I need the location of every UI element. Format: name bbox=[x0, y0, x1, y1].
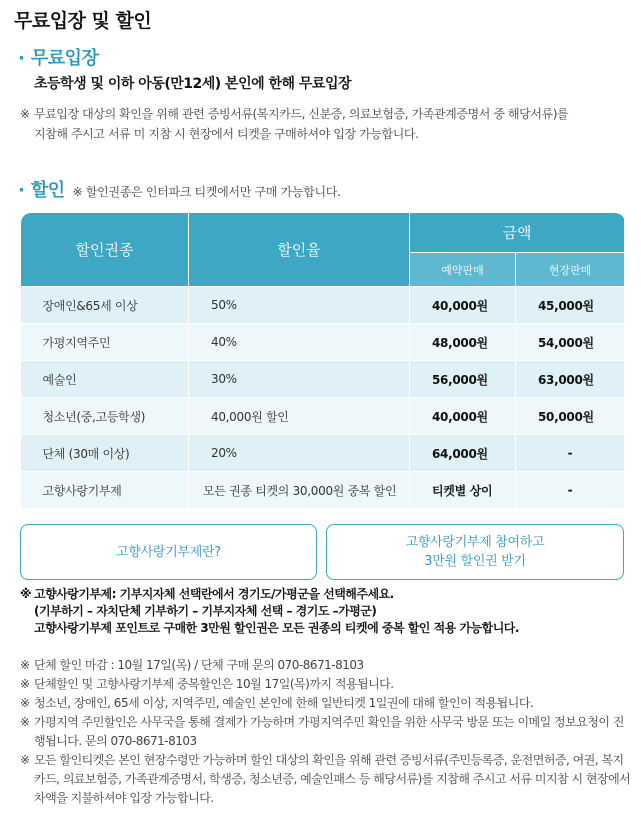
cell-rate: 40% bbox=[189, 324, 410, 361]
table-row bbox=[21, 361, 625, 398]
cell-rate: 30% bbox=[189, 361, 410, 398]
bold-note-line2: (기부하기 – 자치단체 기부하기 – 기부지자체 선택 – 경기도 –가평군) bbox=[34, 604, 377, 618]
hometown-donation-join-button[interactable] bbox=[326, 524, 624, 580]
cell-onsite: - bbox=[516, 472, 625, 509]
hometown-donation-note bbox=[20, 586, 630, 637]
cell-reserve: 64,000원 bbox=[410, 435, 516, 472]
discount-note: ※ 할인권종은 인터파크 티켓에서만 구매 가능합니다. bbox=[72, 185, 341, 199]
section-bullet: · bbox=[18, 180, 25, 201]
cell-reserve: 40,000원 bbox=[410, 287, 516, 324]
header-amount: 금액 bbox=[410, 213, 625, 253]
note-mark: ※ bbox=[20, 696, 30, 710]
list-item bbox=[20, 656, 632, 675]
cell-type: 청소년(중,고등학생) bbox=[21, 398, 189, 435]
cell-reserve: 56,000원 bbox=[410, 361, 516, 398]
free-admission-description: 초등학생 및 이하 아동(만12세) 본인에 한해 무료입장 bbox=[34, 76, 352, 92]
free-admission-heading bbox=[18, 44, 98, 70]
header-onsite: 현장판매 bbox=[516, 253, 625, 287]
cell-type: 고향사랑기부제 bbox=[21, 472, 189, 509]
cell-type: 가평지역주민 bbox=[21, 324, 189, 361]
note-mark: ※ bbox=[20, 658, 30, 672]
note-mark: ※ bbox=[20, 715, 30, 729]
table-row bbox=[21, 472, 625, 509]
hometown-donation-info-button[interactable]: 고향사랑기부제란? bbox=[20, 524, 317, 580]
note-mark: ※ bbox=[20, 753, 30, 767]
table-row bbox=[21, 324, 625, 361]
page-title: 무료입장 및 할인 bbox=[14, 10, 152, 32]
cell-onsite: 54,000원 bbox=[516, 324, 625, 361]
cell-onsite: - bbox=[516, 435, 625, 472]
cell-type: 장애인&65세 이상 bbox=[21, 287, 189, 324]
cell-type: 단체 (30매 이상) bbox=[21, 435, 189, 472]
note-text: 모든 할인티켓은 본인 현장수령만 가능하며 할인 대상의 확인을 위해 관련 증빙서류(주민등록증, 운전면허증, 여권, 복지카드, 의료보험증, 가족관계증명서, 학생증, 청소년증, 예술인패스 등 해당서류)를 지참해 주시고 서류 미지참 시 현장에서 차액을 지불하셔야 입장 가능합니다. bbox=[34, 753, 631, 805]
note-text: 가평지역 주민할인은 사무국을 통해 결제가 가능하며 가평지역주민 확인을 위한 사무국 방문 또는 이메일 정보요청이 진행됩니다. 문의 070-8671-8103 bbox=[34, 715, 624, 748]
join-button-line2: 3만원 할인권 받기 bbox=[424, 554, 526, 569]
cell-rate: 모든 권종 티켓의 30,000원 중복 할인 bbox=[189, 472, 410, 509]
cell-onsite: 45,000원 bbox=[516, 287, 625, 324]
note-text: 청소년, 장애인, 65세 이상, 지역주민, 예술인 본인에 한해 일반티켓 1일권에 대해 할인이 적용됩니다. bbox=[34, 696, 534, 710]
discount-title: 할인 bbox=[30, 180, 65, 201]
list-item bbox=[20, 675, 632, 694]
note-mark: ※ bbox=[20, 107, 30, 121]
free-note-line1: 무료입장 대상의 확인을 위해 관련 증빙서류(복지카드, 신분증, 의료보험증, 가족관계증명서 중 해당서류)를 bbox=[34, 107, 569, 121]
table-row bbox=[21, 435, 625, 472]
note-text: 단체 할인 마감 : 10월 17일(목) / 단체 구매 문의 070-8671-8103 bbox=[34, 658, 364, 672]
cell-type: 예술인 bbox=[21, 361, 189, 398]
discount-heading bbox=[18, 176, 341, 202]
note-text: 단체할인 및 고향사랑기부제 중복할인은 10월 17일(목)까지 적용됩니다. bbox=[34, 677, 394, 691]
section-bullet: · bbox=[18, 48, 25, 69]
note-mark: ※ bbox=[20, 677, 30, 691]
cell-reserve: 40,000원 bbox=[410, 398, 516, 435]
list-item bbox=[20, 713, 632, 751]
join-button-line1: 고향사랑기부제 참여하고 bbox=[405, 535, 545, 550]
free-admission-note bbox=[20, 104, 620, 144]
table-row bbox=[21, 398, 625, 435]
free-admission-title: 무료입장 bbox=[30, 48, 99, 69]
cell-onsite: 63,000원 bbox=[516, 361, 625, 398]
bold-note-line1: 고향사랑기부제: 기부지자체 선택란에서 경기도/가평군을 선택해주세요. bbox=[34, 587, 394, 601]
list-item bbox=[20, 751, 632, 808]
cell-rate: 50% bbox=[189, 287, 410, 324]
cell-rate: 40,000원 할인 bbox=[189, 398, 410, 435]
list-item bbox=[20, 694, 632, 713]
cell-onsite: 50,000원 bbox=[516, 398, 625, 435]
cell-reserve: 티켓별 상이 bbox=[410, 472, 516, 509]
free-note-line2: 지참해 주시고 서류 미 지참 시 현장에서 티켓을 구매하셔야 입장 가능합니다. bbox=[34, 127, 419, 141]
header-type: 할인권종 bbox=[21, 213, 189, 287]
note-mark: ※ bbox=[20, 587, 32, 601]
header-rate: 할인율 bbox=[189, 213, 410, 287]
bold-note-line3: 고향사랑기부제 포인트로 구매한 3만원 할인권은 모든 권종의 티켓에 중복 할인 적용 가능합니다. bbox=[34, 621, 519, 635]
discount-table bbox=[20, 212, 625, 509]
cell-rate: 20% bbox=[189, 435, 410, 472]
table-row bbox=[21, 287, 625, 324]
header-reserve: 예약판매 bbox=[410, 253, 516, 287]
notes-list bbox=[20, 656, 632, 808]
cell-reserve: 48,000원 bbox=[410, 324, 516, 361]
